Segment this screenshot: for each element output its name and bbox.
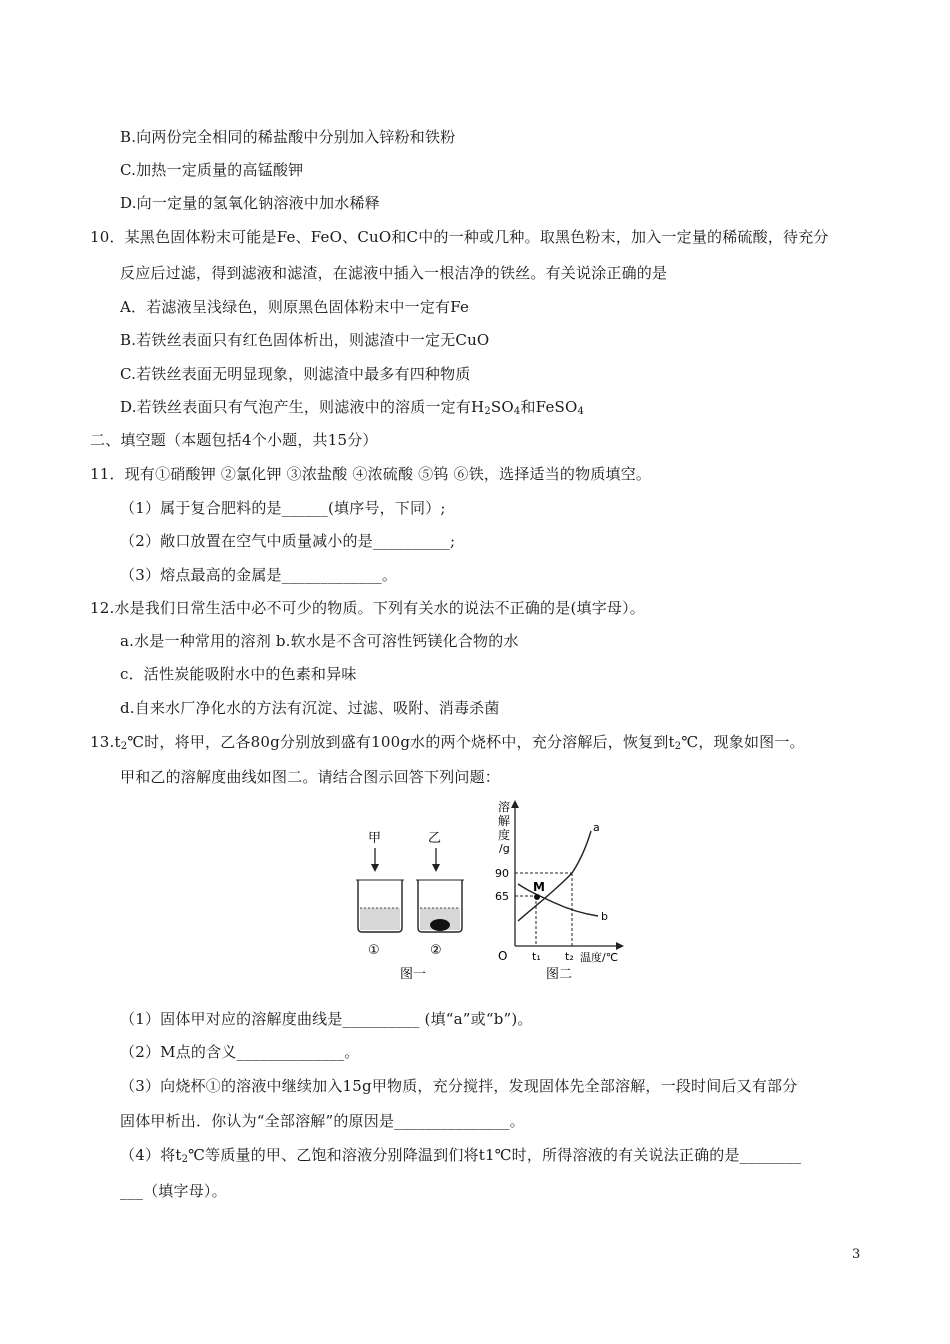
beaker1-label: 甲	[368, 831, 382, 846]
curve-b-label: b	[601, 910, 608, 923]
question-12-options-ab: a.水是一种常用的溶剂 b.软水是不含可溶性钙镁化合物的水	[120, 632, 519, 650]
y-axis-arrow	[511, 800, 519, 808]
beaker2-number: ②	[430, 943, 442, 958]
beaker1-solution	[360, 908, 400, 930]
point-m-label: M	[533, 880, 545, 894]
y-tick-65: 65	[495, 890, 509, 903]
y-axis-unit: /g	[499, 842, 510, 855]
point-m	[534, 894, 540, 900]
y-axis-label-3: 度	[498, 828, 511, 842]
question-10-stem-cont: 反应后过滤，得到滤液和滤渣，在滤液中插入一根洁净的铁丝。有关说涂正确的是	[120, 264, 668, 282]
option-d-line: D.向一定量的氢氧化钠溶液中加水稀释	[120, 194, 380, 212]
question-13-stem-cont: 甲和乙的溶解度曲线如图二。请结合图示回答下列问题：	[120, 768, 501, 786]
option-c-line: C.加热一定质量的高锰酸钾	[120, 161, 304, 179]
question-10-option-b: B.若铁丝表面只有红色固体析出，则滤渣中一定无CuO	[120, 331, 490, 349]
section-heading: 二、填空题（本题包括4个小题，共15分）	[90, 431, 378, 449]
x-tick-t2: t₂	[565, 950, 574, 963]
beaker2-arrowhead	[432, 864, 440, 872]
page-number: 3	[852, 1247, 861, 1262]
question-12-stem: 12.水是我们日常生活中必不可少的物质。下列有关水的说法不正确的是(填字母）。	[90, 599, 646, 617]
y-tick-90: 90	[495, 867, 509, 880]
question-12-option-d: d.自来水厂净化水的方法有沉淀、过滤、吸附、消毒杀菌	[120, 699, 500, 717]
x-tick-t1: t₁	[532, 950, 541, 963]
x-axis-arrow	[616, 942, 624, 950]
x-axis-label: 温度/℃	[580, 951, 619, 964]
question-13-part-2: （2）M点的含义______________。	[120, 1043, 360, 1061]
question-11-part-1: （1）属于复合肥料的是______(填序号，下同）;	[120, 499, 446, 517]
beaker1-arrowhead	[371, 864, 379, 872]
question-13-part-1: （1）固体甲对应的溶解度曲线是__________ (填“a”或“b”)。	[120, 1010, 533, 1028]
figure-svg	[350, 796, 640, 986]
beaker1-number: ①	[368, 943, 380, 958]
question-10-option-c: C.若铁丝表面无明显现象，则滤渣中最多有四种物质	[120, 365, 471, 383]
question-10-option-a: A．若滤液呈浅绿色，则原黑色固体粉末中一定有Fe	[120, 298, 470, 316]
figure2-caption: 图二	[546, 967, 573, 982]
beaker2-undissolved-solid	[430, 919, 450, 931]
question-13-part-4: （4）将$t_2℃$等质量的甲、乙饱和溶液分别降温到们将t1℃时，所得溶液的有关说法正确的是________	[120, 1146, 802, 1165]
y-axis-label-1: 溶	[498, 800, 511, 814]
curve-a	[518, 831, 591, 921]
beaker2-label: 乙	[428, 831, 442, 846]
question-12-option-c: c．活性炭能吸附水中的色素和异味	[120, 665, 357, 683]
y-axis-label-2: 解	[498, 814, 511, 828]
question-13-stem: $13.t_2℃$时，将甲，乙各80g分别放到盛有100g水的两个烧杯中，充分溶解后，恢复到$t_2℃$，现象如图一。	[90, 733, 805, 752]
question-13-part-3: （3）向烧杯①的溶液中继续加入15g甲物质，充分搅拌，发现固体先全部溶解，一段时间后又有部分	[120, 1077, 798, 1095]
origin-label: O	[498, 949, 508, 963]
question-13-part-3-cont: 固体甲析出．你认为“全部溶解”的原因是_______________。	[120, 1112, 525, 1130]
question-13-part-4-cont: ___（填字母）。	[120, 1182, 227, 1200]
option-b-line: B.向两份完全相同的稀盐酸中分别加入锌粉和铁粉	[120, 128, 456, 146]
question-11-part-2: （2）敞口放置在空气中质量减小的是__________;	[120, 532, 456, 550]
figure1-caption: 图一	[400, 967, 427, 982]
question-10-option-d: D.若铁丝表面只有气泡产生，则滤液中的溶质一定有$H_2SO_4$和FeSO$_4$	[120, 398, 585, 417]
question-10-stem: 10．某黑色固体粉末可能是Fe、FeO、CuO和C中的一种或几种。取黑色粉末，加入一定量的稀硫酸，待充分	[90, 228, 829, 246]
question-11-part-3: （3）熔点最高的金属是_____________。	[120, 566, 398, 584]
question-11-stem: 11．现有①硝酸钾 ②氯化钾 ③浓盐酸 ④浓硫酸 ⑤钨 ⑥铁，选择适当的物质填空。	[90, 465, 652, 483]
solubility-figure	[350, 796, 640, 986]
curve-a-label: a	[593, 821, 600, 834]
